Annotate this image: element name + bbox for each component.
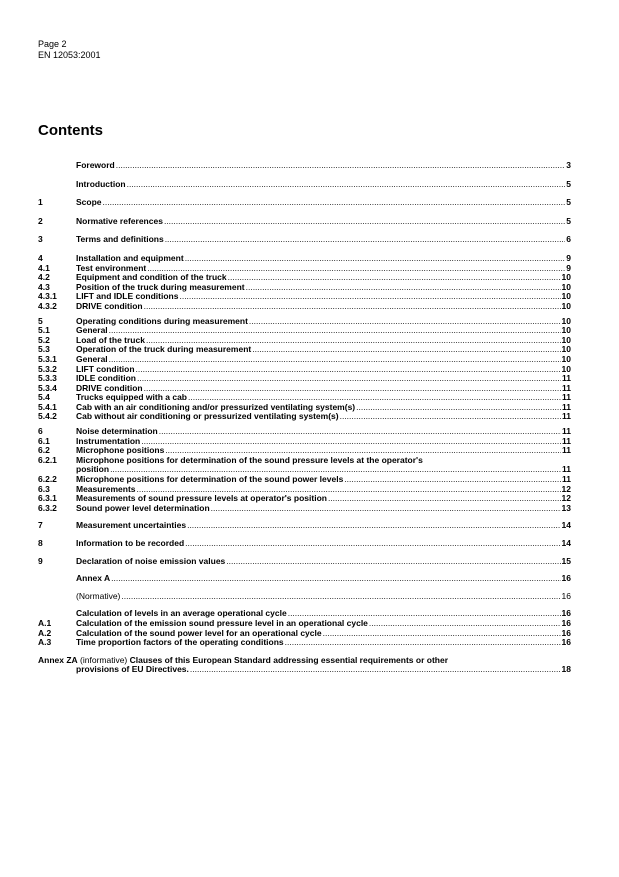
toc-leader-dots bbox=[144, 384, 561, 394]
toc-entry-label: Microphone positions bbox=[76, 445, 165, 456]
toc-entry-label: Measurements bbox=[76, 483, 136, 494]
toc-entry[interactable] bbox=[38, 161, 571, 171]
toc-entry-number: 4.3 bbox=[38, 281, 50, 292]
toc-entry-page: 16 bbox=[561, 608, 571, 619]
toc-entry-page: 5 bbox=[566, 215, 571, 226]
toc-entry[interactable] bbox=[38, 302, 571, 312]
toc-leader-dots bbox=[179, 292, 560, 302]
toc-entry-label: LIFT condition bbox=[76, 363, 135, 374]
toc-entry-label: Foreword bbox=[76, 160, 115, 170]
page-number: Page 2 bbox=[38, 39, 67, 49]
toc-entry-page: 10 bbox=[561, 291, 571, 302]
toc-entry-page: 11 bbox=[562, 373, 571, 384]
toc-entry-number: A.1 bbox=[38, 617, 52, 628]
toc-leader-dots bbox=[328, 494, 561, 504]
toc-entry-page: 10 bbox=[561, 344, 571, 355]
toc-entry[interactable] bbox=[38, 456, 571, 466]
toc-leader-dots bbox=[103, 198, 566, 208]
toc-entry-page: 11 bbox=[562, 445, 571, 456]
toc-entry-label: Cab without air conditioning or pressurized ventilating system(s) bbox=[76, 411, 339, 422]
toc-leader-dots bbox=[159, 427, 561, 437]
toc-leader-dots bbox=[109, 326, 561, 336]
toc-entry[interactable] bbox=[38, 235, 571, 245]
toc-entry-label: Microphone positions for determination of the sound power levels bbox=[76, 474, 344, 485]
toc-leader-dots bbox=[164, 217, 565, 227]
toc-entry-continuation bbox=[38, 665, 571, 675]
toc-entry-page: 11 bbox=[562, 411, 571, 422]
toc-entry-label: Microphone positions for determination of the sound pressure levels at the operator's bbox=[76, 454, 423, 465]
toc-entry-label: Information to be recorded bbox=[76, 538, 185, 548]
toc-entry-number: 4.3.1 bbox=[38, 291, 57, 302]
toc-entry-label: Time proportion factors of the operating conditions bbox=[76, 637, 284, 648]
toc-entry-label: Instrumentation bbox=[76, 435, 141, 446]
toc-leader-dots bbox=[121, 592, 560, 602]
toc-entry-label: Cab with an air conditioning and/or pressurized ventilating system(s) bbox=[76, 401, 356, 412]
toc-entry-page: 11 bbox=[562, 392, 571, 403]
toc-entry-number: 5.4 bbox=[38, 392, 50, 403]
toc-entry-number: 5.1 bbox=[38, 325, 50, 336]
toc-leader-dots bbox=[252, 345, 560, 355]
toc-leader-dots bbox=[228, 273, 561, 283]
toc-entry-number: 6.2 bbox=[38, 445, 50, 456]
toc-entry-label: Equipment and condition of the truck bbox=[76, 272, 227, 283]
toc-entry-label-cont: provisions of EU Directives. bbox=[76, 664, 189, 675]
toc-entry-number: 2 bbox=[38, 215, 43, 226]
toc-entry-label: Position of the truck during measurement bbox=[76, 281, 245, 292]
toc-entry-page: 6 bbox=[566, 234, 571, 245]
toc-entry-label: Installation and equipment bbox=[76, 252, 184, 263]
toc-entry[interactable] bbox=[38, 574, 571, 584]
toc-entry-number: 8 bbox=[38, 538, 43, 548]
toc-entry-number: 4.1 bbox=[38, 262, 50, 273]
toc-leader-dots bbox=[369, 619, 561, 629]
toc-entry-label: Load of the truck bbox=[76, 334, 145, 345]
toc-entry-label: LIFT and IDLE conditions bbox=[76, 291, 179, 302]
toc-leader-dots bbox=[190, 665, 561, 675]
toc-entry-label: General bbox=[76, 353, 108, 364]
toc-entry-label: Calculation of levels in an average operational cycle bbox=[76, 608, 287, 619]
toc-entry-label: DRIVE condition bbox=[76, 382, 143, 393]
toc-leader-dots bbox=[165, 235, 566, 245]
toc-entry-label: Introduction bbox=[76, 178, 126, 189]
toc-leader-dots bbox=[187, 521, 560, 531]
toc-leader-dots bbox=[116, 161, 566, 171]
toc-entry-number: 6.2.2 bbox=[38, 474, 57, 485]
toc-entry-number: 5.4.1 bbox=[38, 401, 57, 412]
toc-entry-label: Scope bbox=[76, 197, 102, 208]
toc-entry-page: 9 bbox=[566, 252, 571, 263]
toc-entry[interactable] bbox=[38, 345, 571, 355]
toc-leader-dots bbox=[249, 317, 561, 327]
toc-leader-dots bbox=[246, 283, 561, 293]
toc-entry-page: 16 bbox=[561, 617, 571, 628]
toc-leader-dots bbox=[344, 475, 561, 485]
toc-leader-dots bbox=[109, 355, 561, 365]
annex-za-title: Clauses of this European Standard addressing essential requirements or other bbox=[129, 654, 449, 665]
toc-entry-label: Measurement uncertainties bbox=[76, 520, 187, 531]
toc-entry-page: 10 bbox=[561, 300, 571, 311]
toc-entry[interactable] bbox=[38, 412, 571, 422]
toc-leader-dots bbox=[137, 374, 561, 384]
toc-entry-page: 11 bbox=[562, 474, 571, 485]
toc-entry-number: 5.3.3 bbox=[38, 373, 57, 384]
toc-entry-label: Test environment bbox=[76, 262, 147, 273]
toc-entry-label: Annex A bbox=[76, 573, 111, 584]
toc-entry[interactable] bbox=[38, 592, 571, 602]
toc-entry-page: 16 bbox=[561, 590, 571, 601]
page-header bbox=[38, 39, 101, 61]
toc-entry-label: DRIVE condition bbox=[76, 300, 143, 311]
toc-entry[interactable] bbox=[38, 504, 571, 514]
toc-entry-page: 9 bbox=[566, 262, 571, 273]
toc-entry[interactable] bbox=[38, 521, 571, 531]
toc-entry-page: 11 bbox=[562, 382, 571, 393]
toc-entry-page: 13 bbox=[561, 502, 571, 513]
table-of-contents bbox=[38, 161, 571, 675]
toc-entry-label: Trucks equipped with a cab bbox=[76, 392, 187, 403]
toc-entry-number: 4.3.2 bbox=[38, 300, 57, 311]
toc-entry-number: 5.3.1 bbox=[38, 353, 57, 364]
toc-entry-page: 10 bbox=[561, 325, 571, 336]
toc-entry-label: Operating conditions during measurement bbox=[76, 315, 248, 326]
toc-entry-number: 5.4.2 bbox=[38, 411, 57, 422]
toc-entry-page: 5 bbox=[566, 197, 571, 208]
toc-entry-page: 11 bbox=[562, 464, 571, 475]
toc-leader-dots bbox=[285, 638, 561, 648]
toc-entry-page: 18 bbox=[561, 664, 571, 675]
toc-leader-dots bbox=[211, 504, 561, 514]
toc-entry-page: 14 bbox=[561, 520, 571, 531]
standard-id: EN 12053:2001 bbox=[38, 50, 101, 60]
toc-entry-page: 10 bbox=[561, 363, 571, 374]
toc-entry-page: 10 bbox=[561, 315, 571, 326]
toc-entry-number: 9 bbox=[38, 555, 43, 566]
toc-entry-number: 4 bbox=[38, 252, 43, 263]
toc-entry-page: 12 bbox=[561, 493, 571, 504]
toc-entry-number: 7 bbox=[38, 520, 43, 531]
toc-entry-page: 10 bbox=[561, 334, 571, 345]
toc-entry-page: 16 bbox=[561, 627, 571, 638]
toc-leader-dots bbox=[185, 539, 560, 549]
toc-entry[interactable] bbox=[38, 180, 571, 190]
toc-leader-dots bbox=[323, 629, 561, 639]
toc-entry-number: 5.3 bbox=[38, 344, 50, 355]
toc-entry-number: 3 bbox=[38, 234, 43, 245]
toc-entry-page: 10 bbox=[561, 272, 571, 283]
toc-entry-number: 5.2 bbox=[38, 334, 50, 345]
toc-entry-number: 6 bbox=[38, 426, 43, 437]
toc-entry-page: 10 bbox=[561, 281, 571, 292]
toc-entry-page: 3 bbox=[566, 160, 571, 170]
toc-entry-label: Calculation of the emission sound pressure level in an operational cycle bbox=[76, 617, 368, 628]
toc-entry-number: A.2 bbox=[38, 627, 52, 638]
toc-entry[interactable] bbox=[38, 217, 571, 227]
toc-entry-label: Calculation of the sound power level for an operational cycle bbox=[76, 627, 322, 638]
toc-entry-page: 10 bbox=[561, 353, 571, 364]
toc-entry-label: Operation of the truck during measurement bbox=[76, 344, 252, 355]
toc-entry-page: 14 bbox=[561, 538, 571, 548]
toc-entry-label-cont: position bbox=[76, 464, 110, 475]
toc-entry-number: 6.3.1 bbox=[38, 493, 57, 504]
toc-entry-page: 11 bbox=[562, 426, 571, 437]
toc-leader-dots bbox=[185, 254, 566, 264]
toc-entry-label: Sound power level determination bbox=[76, 502, 210, 513]
toc-entry-label: Declaration of noise emission values bbox=[76, 555, 226, 566]
toc-entry-number: 6.3.2 bbox=[38, 502, 57, 513]
toc-entry-number: 1 bbox=[38, 197, 43, 208]
toc-entry-label: (Normative) bbox=[76, 590, 121, 601]
toc-leader-dots bbox=[127, 180, 566, 190]
toc-entry-page: 15 bbox=[561, 555, 571, 566]
toc-entry[interactable] bbox=[38, 317, 571, 327]
toc-entry-label: Terms and definitions bbox=[76, 234, 164, 245]
toc-entry[interactable] bbox=[38, 638, 571, 648]
toc-leader-dots bbox=[111, 574, 560, 584]
toc-entry-page: 12 bbox=[561, 483, 571, 494]
toc-entry[interactable] bbox=[38, 198, 571, 208]
annex-za-note: (informative) bbox=[77, 654, 130, 665]
toc-entry[interactable] bbox=[38, 539, 571, 549]
toc-entry-label: General bbox=[76, 325, 108, 336]
toc-entry-label: Normative references bbox=[76, 215, 163, 226]
toc-leader-dots bbox=[226, 557, 560, 567]
annex-za-prefix: Annex ZA bbox=[38, 654, 78, 665]
toc-entry-label: Noise determination bbox=[76, 426, 158, 437]
toc-leader-dots bbox=[356, 403, 561, 413]
toc-leader-dots bbox=[340, 412, 561, 422]
toc-entry-number: 5 bbox=[38, 315, 43, 326]
page-title: Contents bbox=[38, 122, 103, 139]
toc-entry-page: 16 bbox=[561, 573, 571, 584]
toc-entry-page: 11 bbox=[562, 401, 571, 412]
toc-entry[interactable] bbox=[38, 557, 571, 567]
toc-entry-number: 5.3.2 bbox=[38, 363, 57, 374]
toc-leader-dots bbox=[144, 302, 561, 312]
toc-entry-label: Measurements of sound pressure levels at operator's position bbox=[76, 493, 327, 504]
toc-entry-page: 16 bbox=[561, 637, 571, 648]
toc-entry-number: 5.3.4 bbox=[38, 382, 57, 393]
toc-leader-dots bbox=[141, 437, 561, 447]
toc-entry-number: 6.2.1 bbox=[38, 454, 57, 465]
toc-entry-page: 11 bbox=[562, 435, 571, 446]
toc-entry-number: 6.3 bbox=[38, 483, 50, 494]
toc-entry-page: 5 bbox=[566, 178, 571, 189]
toc-entry-number: A.3 bbox=[38, 637, 52, 648]
toc-entry-label: IDLE condition bbox=[76, 373, 136, 384]
toc-entry-number: 6.1 bbox=[38, 435, 50, 446]
toc-entry-number: 4.2 bbox=[38, 272, 50, 283]
toc-leader-dots bbox=[136, 365, 561, 375]
